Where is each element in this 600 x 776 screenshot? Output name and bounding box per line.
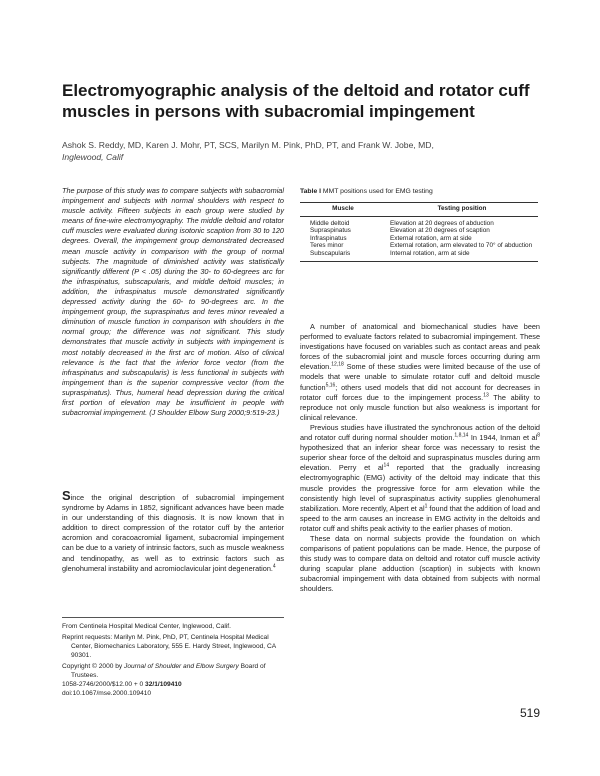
- intro-paragraph: [62, 488, 284, 574]
- body-text-run: hypothesized that an inferior shear force was necessary to resist the superior shear force of the deltoid and supraspinatus muscles during arm elevation. Perry et al: [300, 443, 540, 473]
- note-copyright: [62, 662, 284, 680]
- body-paragraph-1: [300, 322, 540, 423]
- drop-cap: S: [62, 488, 71, 503]
- table-row: [300, 216, 538, 227]
- body-text-run: reported that the gradually increasing electromyographic (EMG) activity of the deltoid may indicate that this muscle provides the progressive force for arm elevation while the consistently high level of supraspinatus activity supplies glenohumeral stabilization. More recently, Alpert et al: [300, 463, 540, 513]
- body-text-run: A number of anatomical and biomechanical studies have been performed to evaluate factors related to subacromial impingement. These investigations have focused on variables such as contact areas and peak forces of the subacromial joint and muscle forces occurring during arm elevation.: [300, 322, 540, 372]
- copyright-suffix: Board of Trustees.: [71, 663, 266, 679]
- issn-prefix: 1058-2746/2000/$12.00 + 0: [62, 681, 146, 688]
- table-caption: [300, 187, 540, 196]
- reference-marker: 8: [537, 432, 540, 439]
- page-number: 519: [519, 706, 540, 720]
- table-cell-muscle: Infraspinatus: [310, 234, 347, 242]
- table-cell-muscle: Subscapularis: [300, 250, 386, 261]
- reference-marker: 1,8,14: [454, 432, 469, 439]
- table-cell-position: Elevation at 20 degrees of abduction: [390, 219, 494, 227]
- note-doi: doi:10.1067/mse.2000.109410: [62, 690, 152, 697]
- table-header-row: [300, 203, 538, 217]
- copyright-prefix: Copyright © 2000 by: [62, 663, 125, 670]
- body-text-run: found that the addition of load and speed to the arm causes an increase in EMG activity in the deltoids and rotator cuff and shifts peak activity to the earlier phases of motion.: [300, 503, 541, 533]
- article-title: Electromyographic analysis of the deltoid and rotator cuff muscles in persons with subacromial impingement: [62, 81, 530, 121]
- note-reprint: Reprint requests: Marilyn M. Pink, PhD, PT, Centinela Hospital Medical Center, Biomechanics Laboratory, 555 E. Hardy Street, Inglewood, CA 90301.: [62, 634, 276, 659]
- table-cell-position: External rotation, arm elevated to 70° of abduction: [390, 242, 533, 250]
- body-paragraph-3: These data on normal subjects provide the foundation on which comparisons of patient populations can be made. Hence, the purpose of this study was to compare data on deltoid and rotator cuff muscle activity during scapular plane adduction (scaption) in subjects with known subacromial impingement with data obtained from subjects with normal shoulders.: [300, 533, 540, 594]
- reference-marker: 14: [383, 462, 390, 469]
- table-header-position: Testing position: [386, 203, 538, 217]
- table-label: Table I: [300, 188, 322, 195]
- footnotes: [62, 617, 284, 698]
- abstract: The purpose of this study was to compare subjects with subacromial impingement and subjects with normal shoulders with respect to muscle activity. Fifteen subjects in each group were studied by means of fine-wire electromyography. The middle deltoid and rotator cuff muscles were evaluated during isotonic scaption from 30 to 120 degrees. Overall, the impingement group demonstrated decreased mean muscle activity in comparison with the group of normal subjects. The magnitude of diminished activity was statistically significantly different (P < .05) during the 30- to 60-degrees arc for the infraspinatus, subscapularis, and middle deltoid muscles; in addition, the infraspinatus muscle demonstrated significantly depressed activity during the 60- to 90-degrees arc. In the impingement group, the supraspinatus and teres minor revealed a diminution of muscle function in comparison with shoulders in the normal group; the difference was not significant. This study demonstrates that muscle activity in subjects with impingement is most notably decreased in the first arc of motion. Also of clinical relevance is the fact that the inferior force vector (from the infraspinatus and subscapularis) is less functional in subjects with impingement than is the superior compressive vector (from the supraspinatus). Thus, humeral head depression during the critical first portion of elevation may be insufficient in people with subacromial impingement. (J Shoulder Elbow Surg 2000;9:519-23.): [62, 186, 284, 418]
- author-list: Ashok S. Reddy, MD, Karen J. Mohr, PT, SCS, Marilyn M. Pink, PhD, PT, and Frank W. Jobe, MD,: [62, 140, 434, 150]
- body-text-run: ; others used models that did not account for decreases in rotator cuff forces due to the impingement process.: [300, 382, 540, 402]
- reference-marker: 12,18: [331, 361, 344, 368]
- table-caption-text: MMT positions used for EMG testing: [322, 188, 433, 195]
- table-cell-muscle: Teres minor: [310, 242, 344, 250]
- reference-marker: 1: [424, 503, 428, 510]
- author-affiliation: Inglewood, Calif: [62, 152, 124, 162]
- issn-code: 32/1/109410: [145, 681, 182, 688]
- table-row: [300, 242, 538, 250]
- table-cell-muscle: Middle deltoid: [310, 219, 350, 227]
- body-paragraph-2: [300, 423, 540, 534]
- table-cell-position: Internal rotation, arm at side: [386, 250, 538, 261]
- footnote-rule: [62, 617, 284, 618]
- mmt-table: [300, 202, 538, 262]
- body-text-run: Some of these studies were limited because of the use of models that were unable to simulate rotator cuff and deltoid muscle function: [300, 362, 540, 392]
- note-from: From Centinela Hospital Medical Center, Inglewood, Calif.: [62, 623, 231, 630]
- intro-reference: 4: [272, 563, 276, 570]
- copyright-journal: Journal of Shoulder and Elbow Surgery: [124, 663, 239, 670]
- table-header-muscle: Muscle: [300, 203, 386, 217]
- table-cell-position: Elevation at 20 degrees of scaption: [390, 227, 490, 235]
- reference-marker: 5,16: [325, 382, 336, 389]
- body-text-run: In 1944, Inman et al: [468, 433, 538, 443]
- table-row: [300, 227, 538, 235]
- table-cell-position: External rotation, arm at side: [390, 234, 472, 242]
- body-text-run: The ability to reproduce not only muscle function but also weakness is important for clinical relevance.: [300, 392, 541, 422]
- intro-text: ince the original description of subacromial impingement syndrome by Adams in 1852, significant advances have been made in our understanding of this diagnosis. It is now known that in addition to direct compression of the rotator cuff by the anterior acromion and coracoacromial ligament, subacromial impingement can be due to a variety of intrinsic factors, such as muscle weakness and tendinopathy, as well as to extrinsic factors such as glenohumeral instability and acromioclavicular joint degeneration.: [62, 493, 284, 573]
- table-row: [300, 250, 538, 261]
- author-block: [62, 139, 542, 163]
- note-issn: [62, 680, 284, 689]
- table-cell-muscle: Supraspinatus: [310, 227, 351, 235]
- body-text-run: Previous studies have illustrated the synchronous action of the deltoid and rotator cuff during normal shoulder motion.: [300, 422, 540, 443]
- body-text: [300, 322, 540, 595]
- reference-marker: 13: [483, 392, 489, 399]
